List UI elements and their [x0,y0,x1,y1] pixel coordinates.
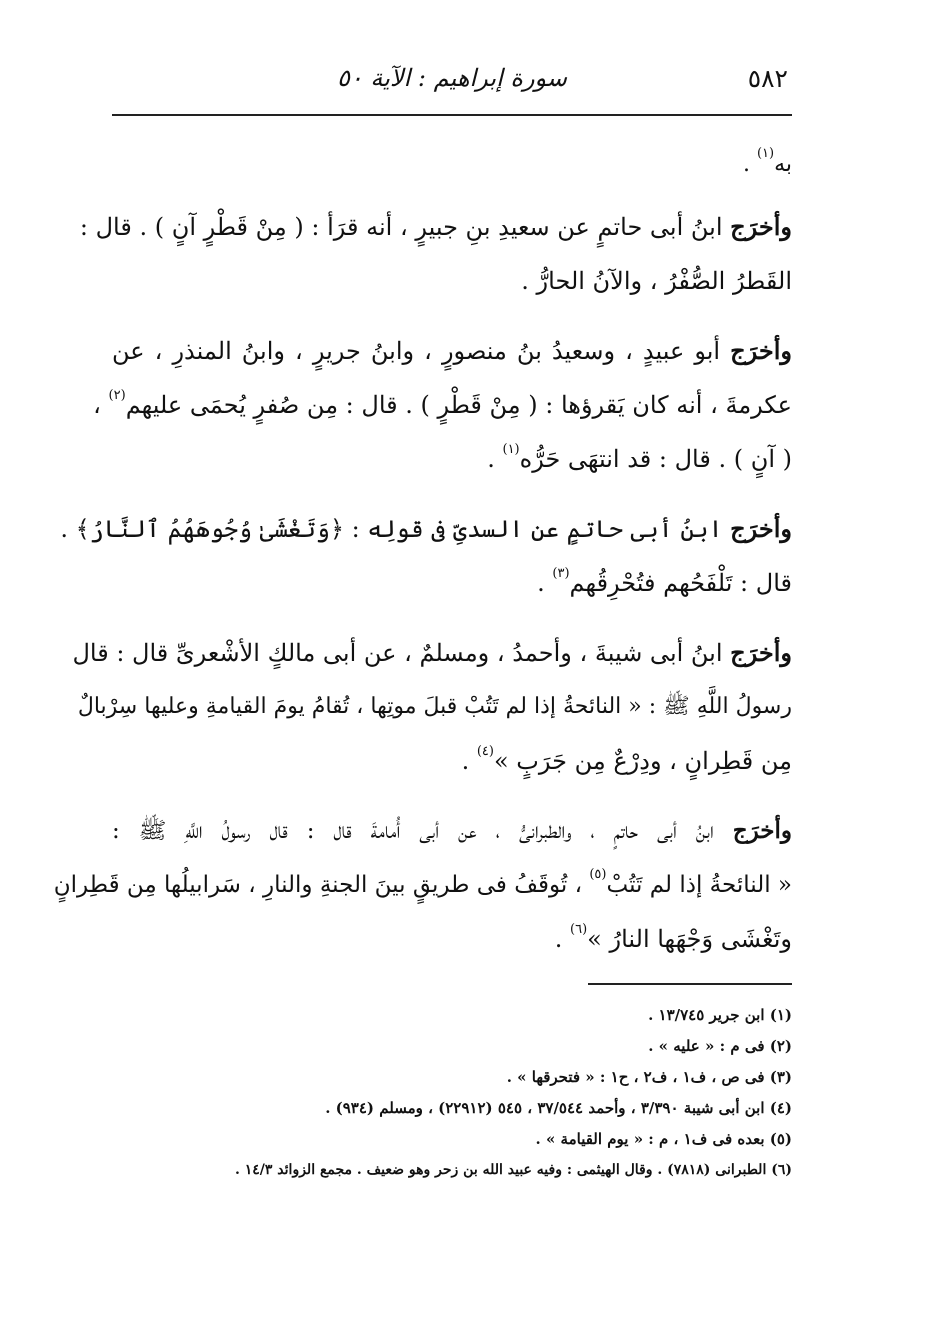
text-line: رسولُ اللَّهِ ﷺ : « النائحةُ إذا لم تَتُبْ قبلَ موتِها ، تُقامُ يومَ القيامةِ وعليها سِرْبالٌ [77,694,792,719]
text-line: القَطرُ الصُّفْرُ ، والآنُ الحارُّ . [521,267,792,295]
running-title: سورة إبراهيم : الآية ٥٠ [336,64,568,92]
paragraph-4 [72,626,792,788]
footnote-marker: (٥) [589,867,607,882]
footnote-marker: (٤) [476,744,494,759]
text-line: وأخرَج ابنُ أبى حاتمٍ ، والطبرانىُّ ، عن أبى أُمامةَ قال : قال رسولُ اللَّهِ ﷺ : [112,817,792,844]
text-line: عكرمةَ ، أنه كان يَقرؤها : ( مِنْ قَطْرٍ ) . قال : مِن صُفرٍ يُحمَى عليهم$^{(٢)}$ ، [93,388,792,419]
footnote: (٦) الطبرانى (٧٨١٨) . وقال الهيثمى : وفيه عبيد الله بن زحر وهو ضعيف . مجمع الزوائد ١٤/٣ . [235,1162,792,1178]
page-number: ٥٨٢ [747,64,788,93]
text-line: وأخرَج ابنُ أبى حاتمٍ عن سعيدِ بنِ جبيرٍ ، أنه قرَأ : ( مِنْ قَطْرٍ آنٍ ) . قال : [79,212,792,241]
footnote-marker: (١) [502,442,520,457]
page-header [112,62,792,102]
footnote: (٢) فى م : « عليه » . [648,1037,792,1055]
footnote-marker: (٢) [108,388,126,403]
text-line: وأخرَج ابنُ أبى شيبةَ ، وأحمدُ ، ومسلمٌ ، عن أبى مالكٍ الأشْعرىِّ قال : قال [72,638,792,667]
header-rule [112,114,792,116]
paragraph-5 [53,804,792,966]
text-line: ( آنٍ ) . قال : قد انتهَى حَرُّه$^{(١)}$ . [487,442,792,473]
text-line: وتَغْشَى وَجْهَها النارُ »$^{(٦)}$ . [554,922,792,953]
paragraph-1 [79,200,792,308]
paragraph-2 [93,324,792,486]
text-line: به$^{(١)}$ . [742,146,792,177]
footnote-marker: (٦) [570,922,588,937]
footnote: (١) ابن جرير ١٣/٧٤٥ . [648,1006,792,1024]
text-line: وأخرَج ابنُ أبى حاتمٍ عن السدىِّ فى قولِه : ﴿وَتَغْشَىٰ وُجُوهَهُمُ ٱلنَّارُ﴾ . [60,514,792,543]
footnote-marker: (٣) [552,566,570,581]
paragraph-3 [60,502,792,610]
text-line: وأخرَج أبو عبيدٍ ، وسعيدُ بنُ منصورٍ ، وابنُ جريرٍ ، وابنُ المنذرِ ، عن [112,336,792,365]
text-line: « النائحةُ إذا لم تَتُبْ$^{(٥)}$ ، تُوقَفُ فى طريقٍ بينَ الجنةِ والنارِ ، سَرابيلُها مِن قَطِرانٍ [53,867,792,898]
footnote-marker: (١) [756,146,775,161]
footnotes [92,1000,792,1186]
main-text [53,138,792,966]
text-line: قال : تَلْفَحُهم فتُحْرِقُهم$^{(٣)}$ . [537,566,792,597]
text-line: مِن قَطِرانٍ ، ودِرْعٌ مِن جَرَبٍ »$^{(٤)}$ . [461,744,792,775]
footnote: (٤) ابن أبى شيبة ٣/٣٩٠ ، وأحمد ٣٧/٥٤٤ ، ٥٤٥ (٢٢٩١٢) ، ومسلم (٩٣٤) . [325,1099,792,1117]
footnote-rule [588,983,792,985]
footnote: (٣) فى ص ، ف١ ، ف٢ ، ح١ : « فتحرقها » . [506,1068,792,1086]
footnote: (٥) بعده فى ف١ ، م : « يوم القيامة » . [535,1130,792,1148]
